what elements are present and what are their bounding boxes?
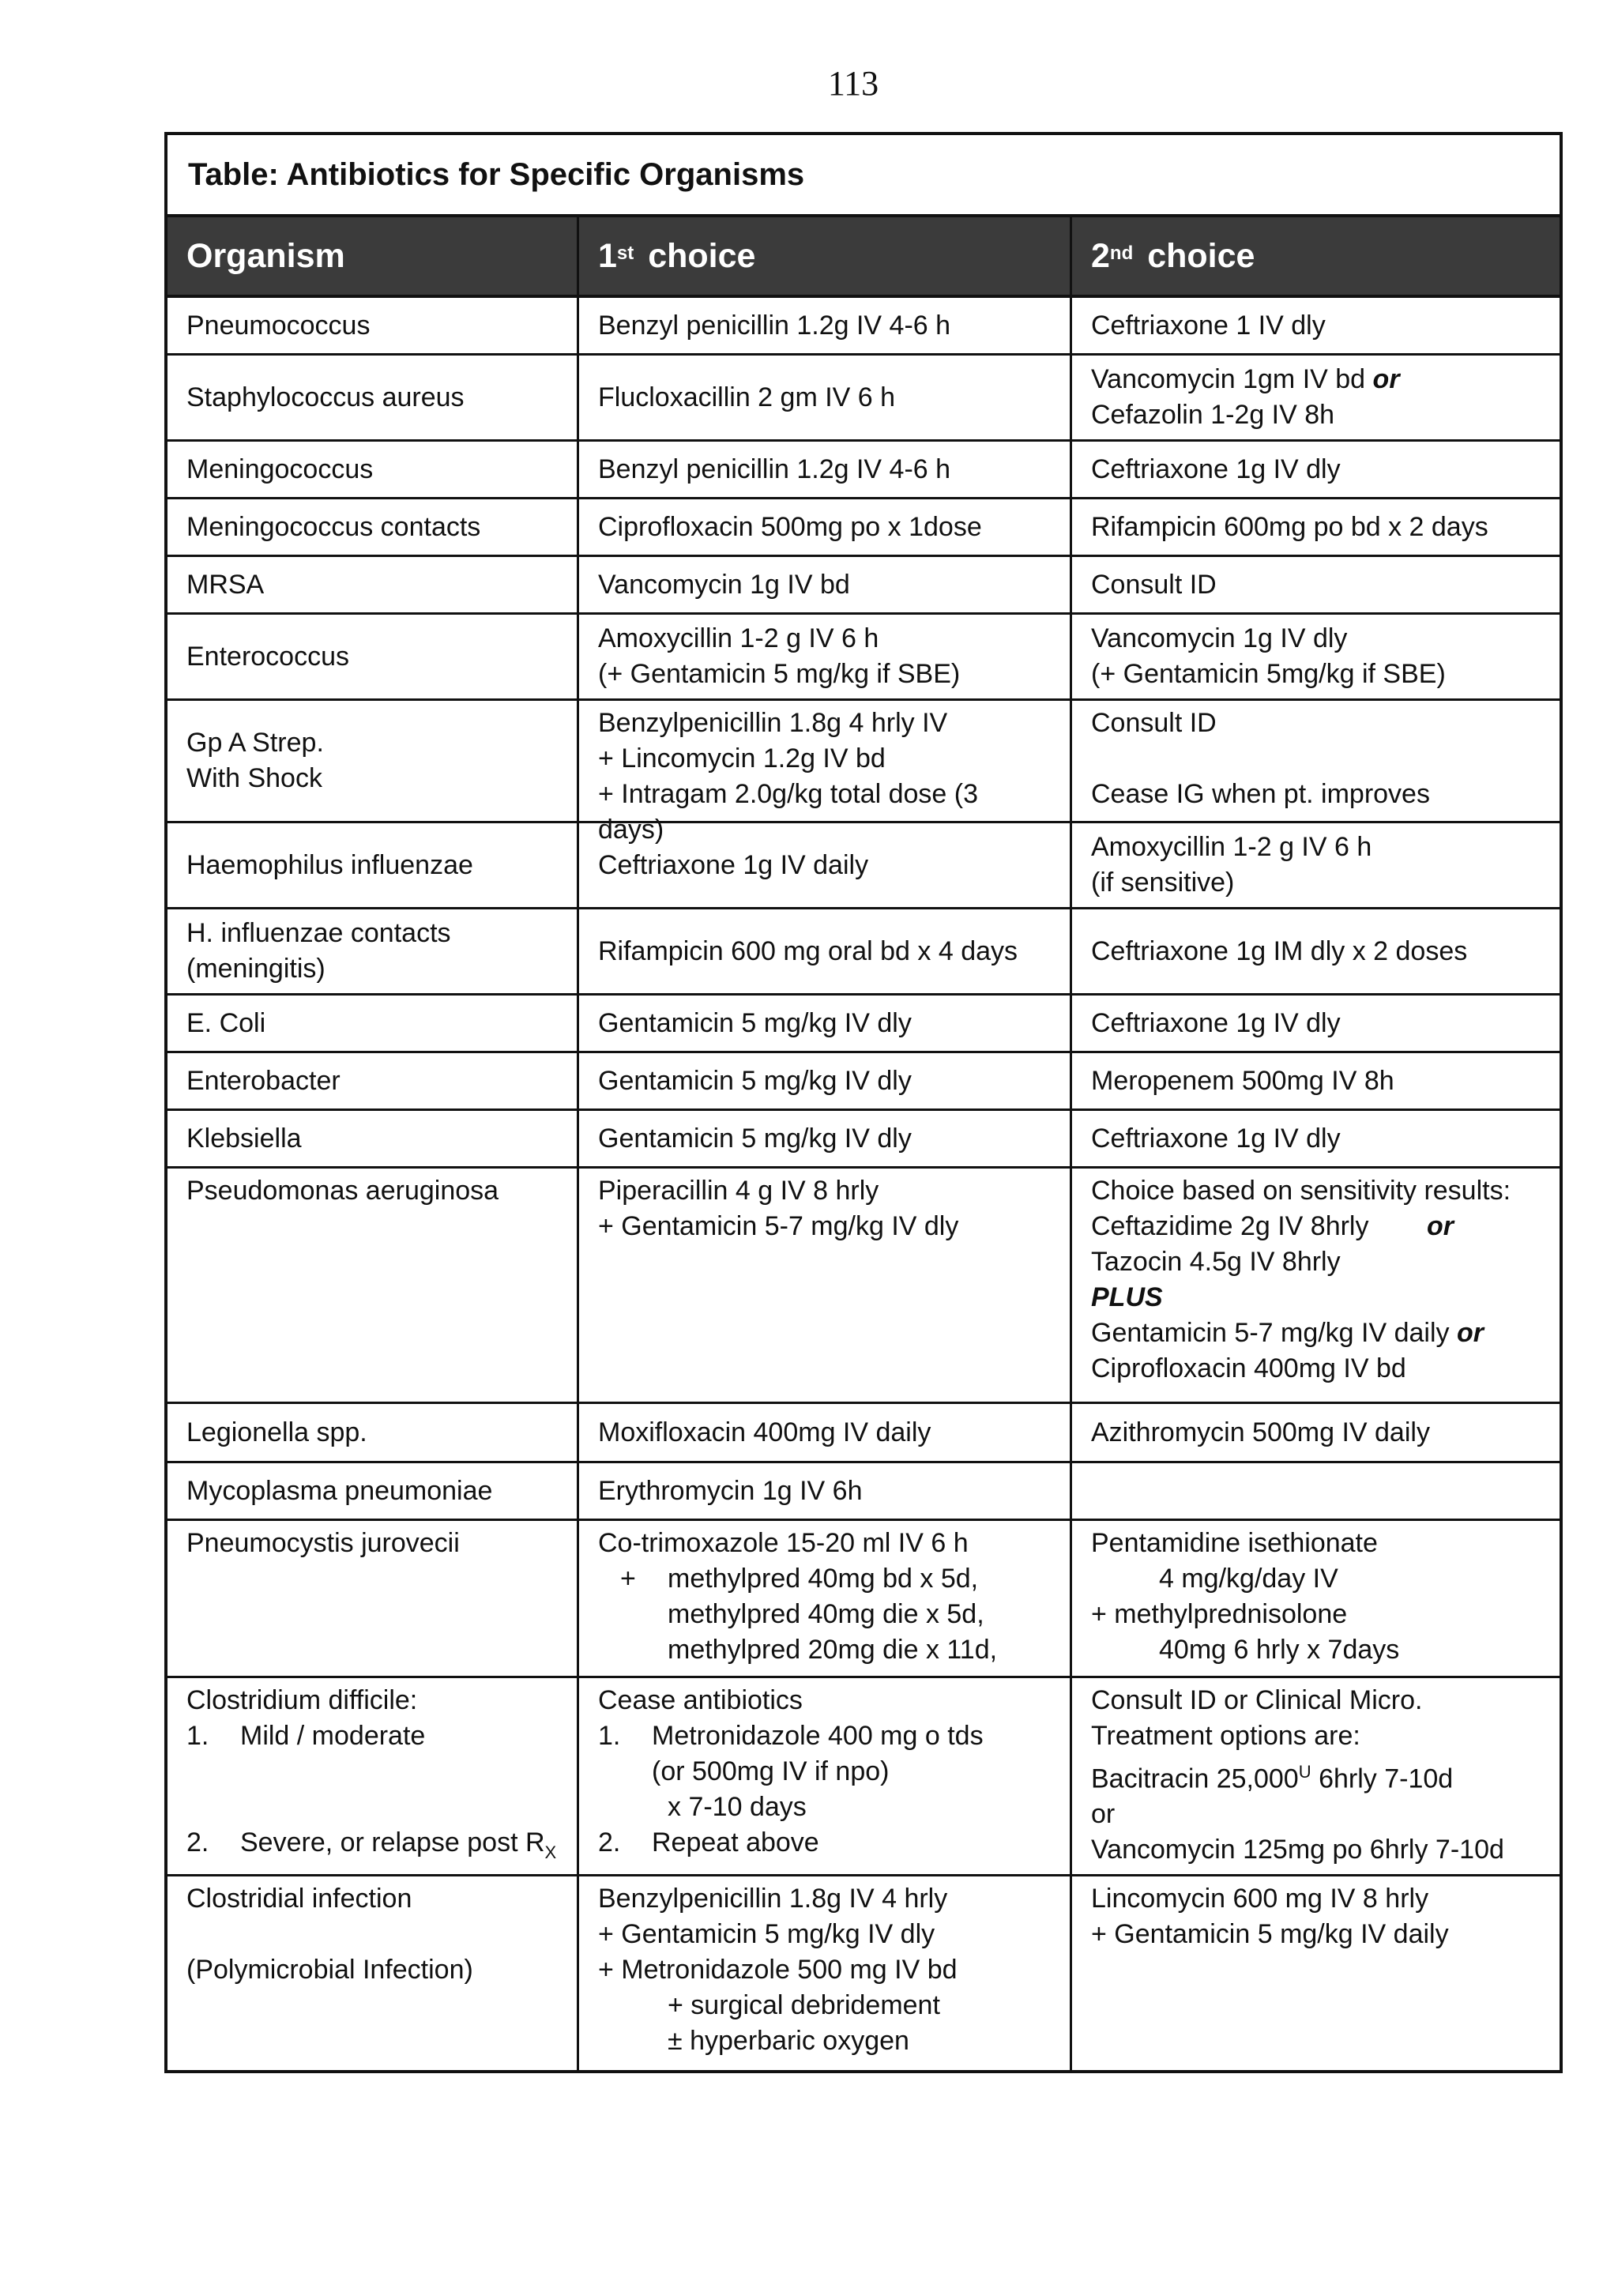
organism-cell: H. influenzae contacts (meningitis) [167, 909, 579, 993]
table-row [167, 701, 1560, 845]
table-title: Table: Antibiotics for Specific Organisms [167, 135, 1560, 217]
organism-cell: Pneumocystis jurovecii [167, 1521, 579, 1676]
table-row [167, 442, 1560, 499]
table-row [167, 499, 1560, 557]
second-choice-cell [1072, 1463, 1560, 1519]
organism-cell: Clostridial infection (Polymicrobial Infection) [167, 1876, 579, 2070]
first-choice-cell: Cease antibiotics 1. Metronidazole 400 mg o tds (or 500mg IV if npo) x 7-10 days 2. Repeat above [579, 1678, 1072, 1874]
table-row [167, 996, 1560, 1053]
first-choice-cell: Gentamicin 5 mg/kg IV dly [579, 1111, 1072, 1166]
organism-cell: Clostridium difficile: 1. Mild / moderate 2. Severe, or relapse post R X [167, 1678, 579, 1874]
table-row [167, 1678, 1560, 1876]
second-choice-cell: Azithromycin 500mg IV daily [1091, 1417, 1430, 1447]
organism-cell: Gp A Strep. With Shock [167, 701, 579, 821]
table-row [167, 557, 1560, 615]
organism-cell: Meningococcus [167, 442, 579, 497]
organism-cell: Legionella spp. [167, 1404, 579, 1461]
first-choice-cell: Ceftriaxone 1g IV daily [579, 823, 1072, 907]
first-choice-cell: Vancomycin 1g IV bd [579, 557, 1072, 612]
table-row [167, 909, 1560, 996]
second-choice-cell: Consult ID or Clinical Micro. Treatment options are: Bacitracin $25,000^U$ 6hrly 7-10d or Vancomycin 125mg po 6hrly 7-10d [1091, 1685, 1504, 1865]
first-choice-cell: Rifampicin 600 mg oral bd x 4 days [579, 909, 1072, 993]
second-choice-cell: Vancomycin 1gm IV bd or Cefazolin 1-2g IV 8h [1091, 364, 1400, 430]
second-choice-cell: Choice based on sensitivity results: Ceftazidime 2g IV 8hrly or Tazocin 4.5g IV 8hrly PLUS Gentamicin 5-7 mg/kg IV daily or Ciprofloxacin 400mg IV bd [1091, 1176, 1511, 1383]
first-choice-cell: Moxifloxacin 400mg IV daily [579, 1404, 1072, 1461]
organism-cell: Haemophilus influenzae [167, 823, 579, 907]
second-choice-cell: Pentamidine isethionate 4 mg/kg/day IV + methylprednisolone 40mg 6 hrly x 7days [1091, 1528, 1400, 1665]
table-row [167, 1521, 1560, 1678]
first-choice-cell: Benzylpenicillin 1.8g 4 hrly IV + Lincomycin 1.2g IV bd + Intragam 2.0g/kg total dose (3 days) [579, 701, 1072, 821]
second-choice-cell: Consult ID [1091, 569, 1217, 600]
header-organism: Organism [167, 217, 579, 295]
second-choice-cell: Consult ID Cease IG when pt. improves [1091, 708, 1430, 809]
second-choice-cell: Ceftriaxone 1g IV dly [1091, 1123, 1341, 1154]
first-choice-cell: Benzyl penicillin 1.2g IV 4-6 h [579, 442, 1072, 497]
table-row [167, 1169, 1560, 1404]
table-row [167, 1111, 1560, 1169]
second-choice-cell: Lincomycin 600 mg IV 8 hrly + Gentamicin 5 mg/kg IV daily [1091, 1884, 1449, 1949]
second-choice-cell: Amoxycillin 1-2 g IV 6 h (if sensitive) [1091, 832, 1372, 898]
first-choice-cell: Benzylpenicillin 1.8g IV 4 hrly + Gentamicin 5 mg/kg IV dly + Metronidazole 500 mg IV bd + surgical debridement ± hyperbaric oxygen [579, 1876, 1072, 2070]
organism-cell: Staphylococcus aureus [167, 356, 579, 439]
first-choice-cell: Benzyl penicillin 1.2g IV 4-6 h [579, 298, 1072, 353]
header-first-choice: 1 $^{st}$ choice [579, 217, 1072, 295]
organism-cell: Klebsiella [167, 1111, 579, 1166]
table-header-row [167, 217, 1560, 298]
second-choice-cell: Meropenem 500mg IV 8h [1091, 1065, 1394, 1096]
table-row [167, 298, 1560, 356]
table-row [167, 356, 1560, 442]
first-choice-cell: Piperacillin 4 g IV 8 hrly + Gentamicin 5-7 mg/kg IV dly [579, 1169, 1072, 1402]
first-choice-cell: Co-trimoxazole 15-20 ml IV 6 h + methylpred 40mg bd x 5d, methylpred 40mg die x 5d, methylpred 20mg die x 11d, [579, 1521, 1072, 1676]
page-number: 113 [827, 64, 879, 103]
table-row [167, 1053, 1560, 1111]
first-choice-cell: Gentamicin 5 mg/kg IV dly [579, 996, 1072, 1051]
organism-cell: Meningococcus contacts [167, 499, 579, 555]
organism-cell: Pseudomonas aeruginosa [167, 1169, 579, 1402]
organism-cell: E. Coli [167, 996, 579, 1051]
table-row [167, 823, 1560, 909]
second-choice-cell: Vancomycin 1g IV dly (+ Gentamicin 5mg/kg if SBE) [1091, 623, 1446, 689]
first-choice-cell: Erythromycin 1g IV 6h [579, 1463, 1072, 1519]
second-choice-cell: Rifampicin 600mg po bd x 2 days [1091, 511, 1488, 542]
first-choice-cell: Flucloxacillin 2 gm IV 6 h [579, 356, 1072, 439]
organism-cell: Enterococcus [167, 615, 579, 698]
organism-cell: MRSA [167, 557, 579, 612]
table-row [167, 615, 1560, 701]
first-choice-cell: Amoxycillin 1-2 g IV 6 h (+ Gentamicin 5 mg/kg if SBE) [579, 615, 1072, 698]
second-choice-cell: Ceftriaxone 1 IV dly [1091, 310, 1326, 341]
second-choice-cell: Ceftriaxone 1g IV dly [1091, 1007, 1341, 1038]
second-choice-cell: Ceftriaxone 1g IM dly x 2 doses [1091, 935, 1468, 966]
first-choice-cell: Gentamicin 5 mg/kg IV dly [579, 1053, 1072, 1108]
organism-cell: Enterobacter [167, 1053, 579, 1108]
organism-cell: Mycoplasma pneumoniae [167, 1463, 579, 1519]
header-second-choice: 2 $^{nd}$ choice [1091, 236, 1255, 275]
organism-cell: Pneumococcus [167, 298, 579, 353]
table-row [167, 1404, 1560, 1463]
second-choice-cell: Ceftriaxone 1g IV dly [1091, 454, 1341, 484]
table-row [167, 1463, 1560, 1521]
table-row [167, 1876, 1560, 2070]
antibiotics-table [164, 132, 1563, 2073]
first-choice-cell: Ciprofloxacin 500mg po x 1dose [579, 499, 1072, 555]
